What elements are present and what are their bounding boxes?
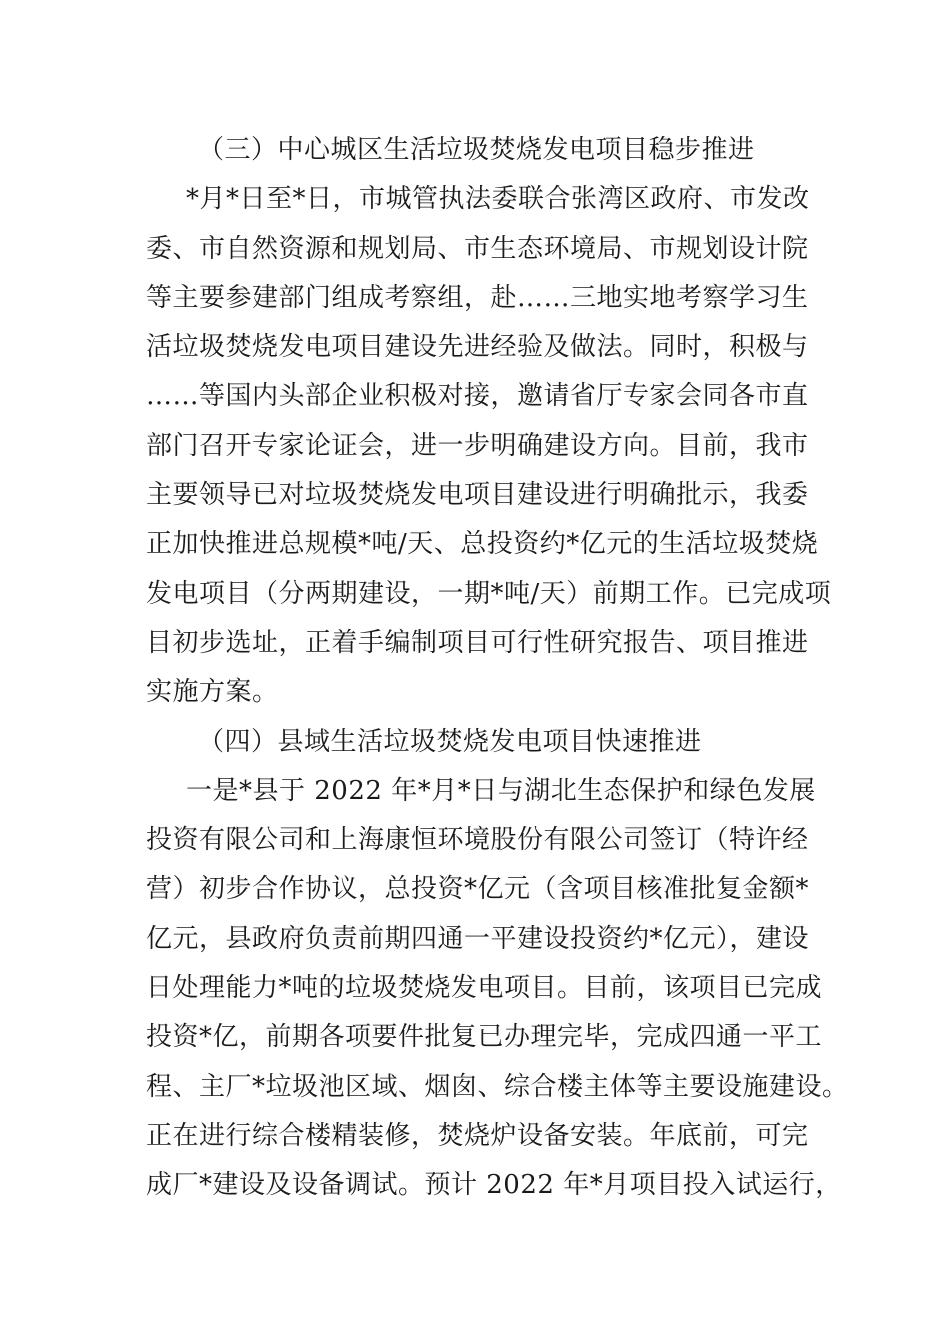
paragraph-line: 实施方案。 xyxy=(146,677,279,708)
paragraph-line: 成厂*建设及设备调试。预计 2022 年*月项目投入试运行， xyxy=(146,1170,842,1201)
paragraph-line: 一是*县于 2022 年*月*日与湖北生态保护和绿色发展 xyxy=(186,775,816,806)
paragraph-line: 主要领导已对垃圾焚烧发电项目建设进行明确批示，我委 xyxy=(146,480,809,511)
paragraph-line: 委、市自然资源和规划局、市生态环境局、市规划设计院 xyxy=(146,233,809,264)
paragraph-line: *月*日至*日，市城管执法委联合张湾区政府、市发改 xyxy=(186,184,810,215)
section-heading-3: （三）中心城区生活垃圾焚烧发电项目稳步推进 xyxy=(198,135,755,165)
paragraph-line: ……等国内头部企业积极对接，邀请省厅专家会同各市直 xyxy=(146,381,809,412)
paragraph-line: 正在进行综合楼精装修，焚烧炉设备安装。年底前，可完 xyxy=(146,1120,809,1151)
section-heading-4: （四）县域生活垃圾焚烧发电项目快速推进 xyxy=(198,726,702,757)
paragraph-line: 发电项目（分两期建设，一期*吨/天）前期工作。已完成项 xyxy=(146,578,832,609)
paragraph-line: 等主要参建部门组成考察组，赴……三地实地考察学习生 xyxy=(146,282,809,313)
paragraph-line: 投资有限公司和上海康恒环境股份有限公司签订（特许经 xyxy=(146,825,809,856)
paragraph-line: 目初步选址，正着手编制项目可行性研究报告、项目推进 xyxy=(146,627,809,658)
paragraph-line: 活垃圾焚烧发电项目建设先进经验及做法。同时，积极与 xyxy=(146,332,809,363)
paragraph-line: 亿元，县政府负责前期四通一平建设投资约*亿元），建设 xyxy=(146,923,810,954)
paragraph-line: 投资*亿，前期各项要件批复已办理完毕，完成四通一平工 xyxy=(146,1022,823,1053)
paragraph-line: 营）初步合作协议，总投资*亿元（含项目核准批复金额* xyxy=(146,874,810,905)
paragraph-line: 正加快推进总规模*吨/天、总投资约*亿元的生活垃圾焚烧 xyxy=(146,529,819,560)
paragraph-line: 程、主厂*垃圾池区域、烟囱、综合楼主体等主要设施建设。 xyxy=(146,1071,849,1102)
paragraph-line: 部门召开专家论证会，进一步明确建设方向。目前，我市 xyxy=(146,430,809,461)
paragraph-line: 日处理能力*吨的垃圾焚烧发电项目。目前，该项目已完成 xyxy=(146,973,823,1004)
document-page xyxy=(146,126,849,1211)
